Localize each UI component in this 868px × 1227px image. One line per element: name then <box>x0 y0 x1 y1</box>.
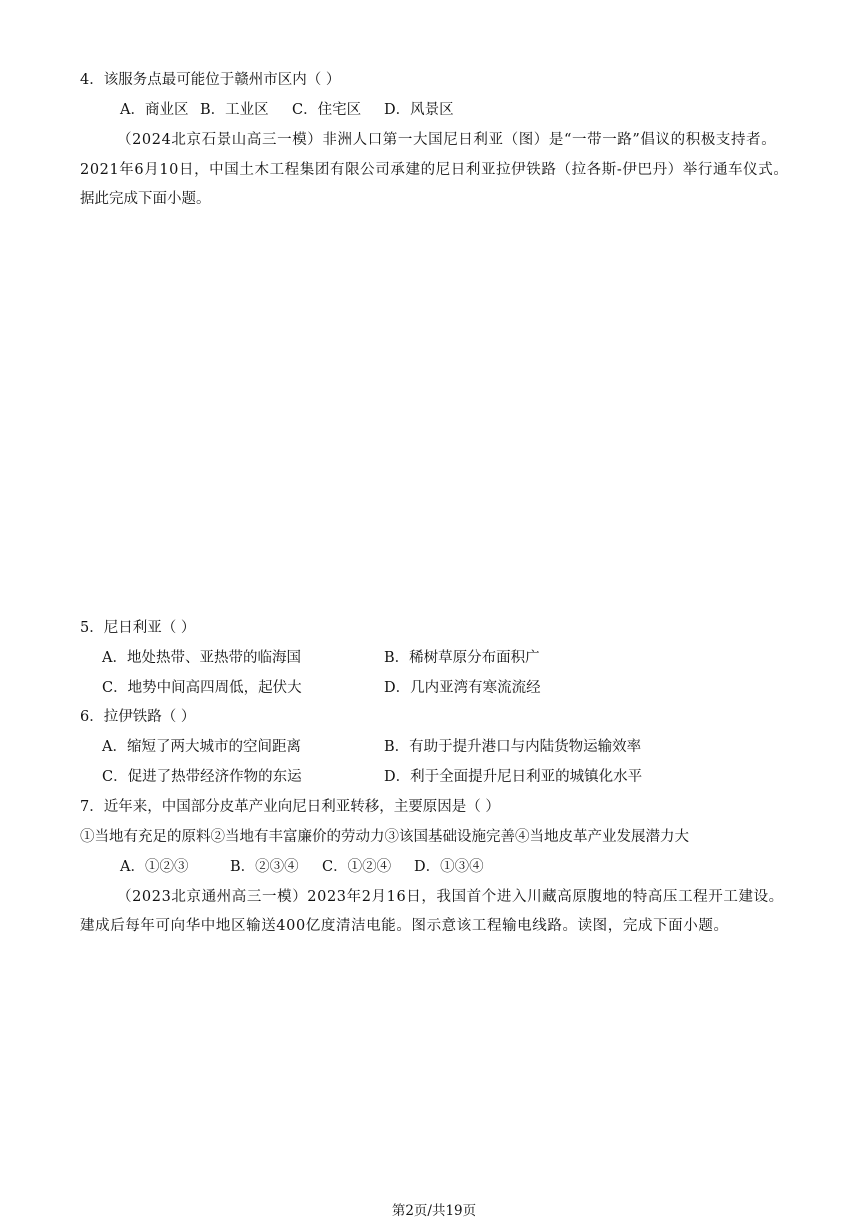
question-6-stem: 6．拉伊铁路（ ） <box>80 709 196 725</box>
question-7-option-d: D．①③④ <box>414 859 484 875</box>
intro-2-line-2: 建成后每年可向华中地区输送400亿度清洁电能。图示意该工程输电线路。读图，完成下面小题。 <box>80 918 729 934</box>
question-5-option-b: B．稀树草原分布面积广 <box>384 650 540 666</box>
question-6-option-c: C．促进了热带经济作物的东运 <box>102 769 302 785</box>
question-7-stem: 7．近年来，中国部分皮革产业向尼日利亚转移，主要原因是（ ） <box>80 799 500 815</box>
intro-1-line-2: 2021年6月10日，中国土木工程集团有限公司承建的尼日利亚拉伊铁路（拉各斯-伊巴丹）举行通车仪式。 <box>80 162 789 178</box>
question-7-statements: ①当地有充足的原料②当地有丰富廉价的劳动力③该国基础设施完善④当地皮革产业发展潜力大 <box>80 829 689 845</box>
question-5-option-d: D．几内亚湾有寒流流经 <box>384 680 541 696</box>
transmission-line-figure-area <box>78 940 790 1190</box>
question-4-option-c: C．住宅区 <box>292 102 362 118</box>
question-5-option-a: A．地处热带、亚热带的临海国 <box>102 650 301 666</box>
question-4-option-b: B．工业区 <box>200 102 269 118</box>
question-5-stem: 5．尼日利亚（ ） <box>80 620 196 636</box>
intro-1-line-3: 据此完成下面小题。 <box>80 191 211 207</box>
question-7-option-b: B．②③④ <box>230 859 299 875</box>
nigeria-map-figure-area <box>78 212 790 610</box>
question-7-option-c: C．①②④ <box>322 859 392 875</box>
question-6-option-a: A．缩短了两大城市的空间距离 <box>102 739 301 755</box>
question-4-option-d: D．风景区 <box>384 102 454 118</box>
page-number: 第2页/共19页 <box>391 1203 477 1219</box>
question-6-option-d: D．利于全面提升尼日利亚的城镇化水平 <box>384 769 643 785</box>
intro-2-line-1: （2023北京通州高三一模）2023年2月16日，我国首个进入川藏高原腹地的特高压工程开工建设。 <box>117 889 784 905</box>
question-7-option-a: A．①②③ <box>120 859 189 875</box>
question-4-option-a: A．商业区 <box>120 102 189 118</box>
question-6-option-b: B．有助于提升港口与内陆货物运输效率 <box>384 739 642 755</box>
question-5-option-c: C．地势中间高四周低，起伏大 <box>102 680 302 696</box>
intro-1-line-1: （2024北京石景山高三一模）非洲人口第一大国尼日利亚（图）是“一带一路”倡议的积极支持者。 <box>117 132 777 148</box>
question-4-stem: 4．该服务点最可能位于赣州市区内（ ） <box>80 72 341 88</box>
